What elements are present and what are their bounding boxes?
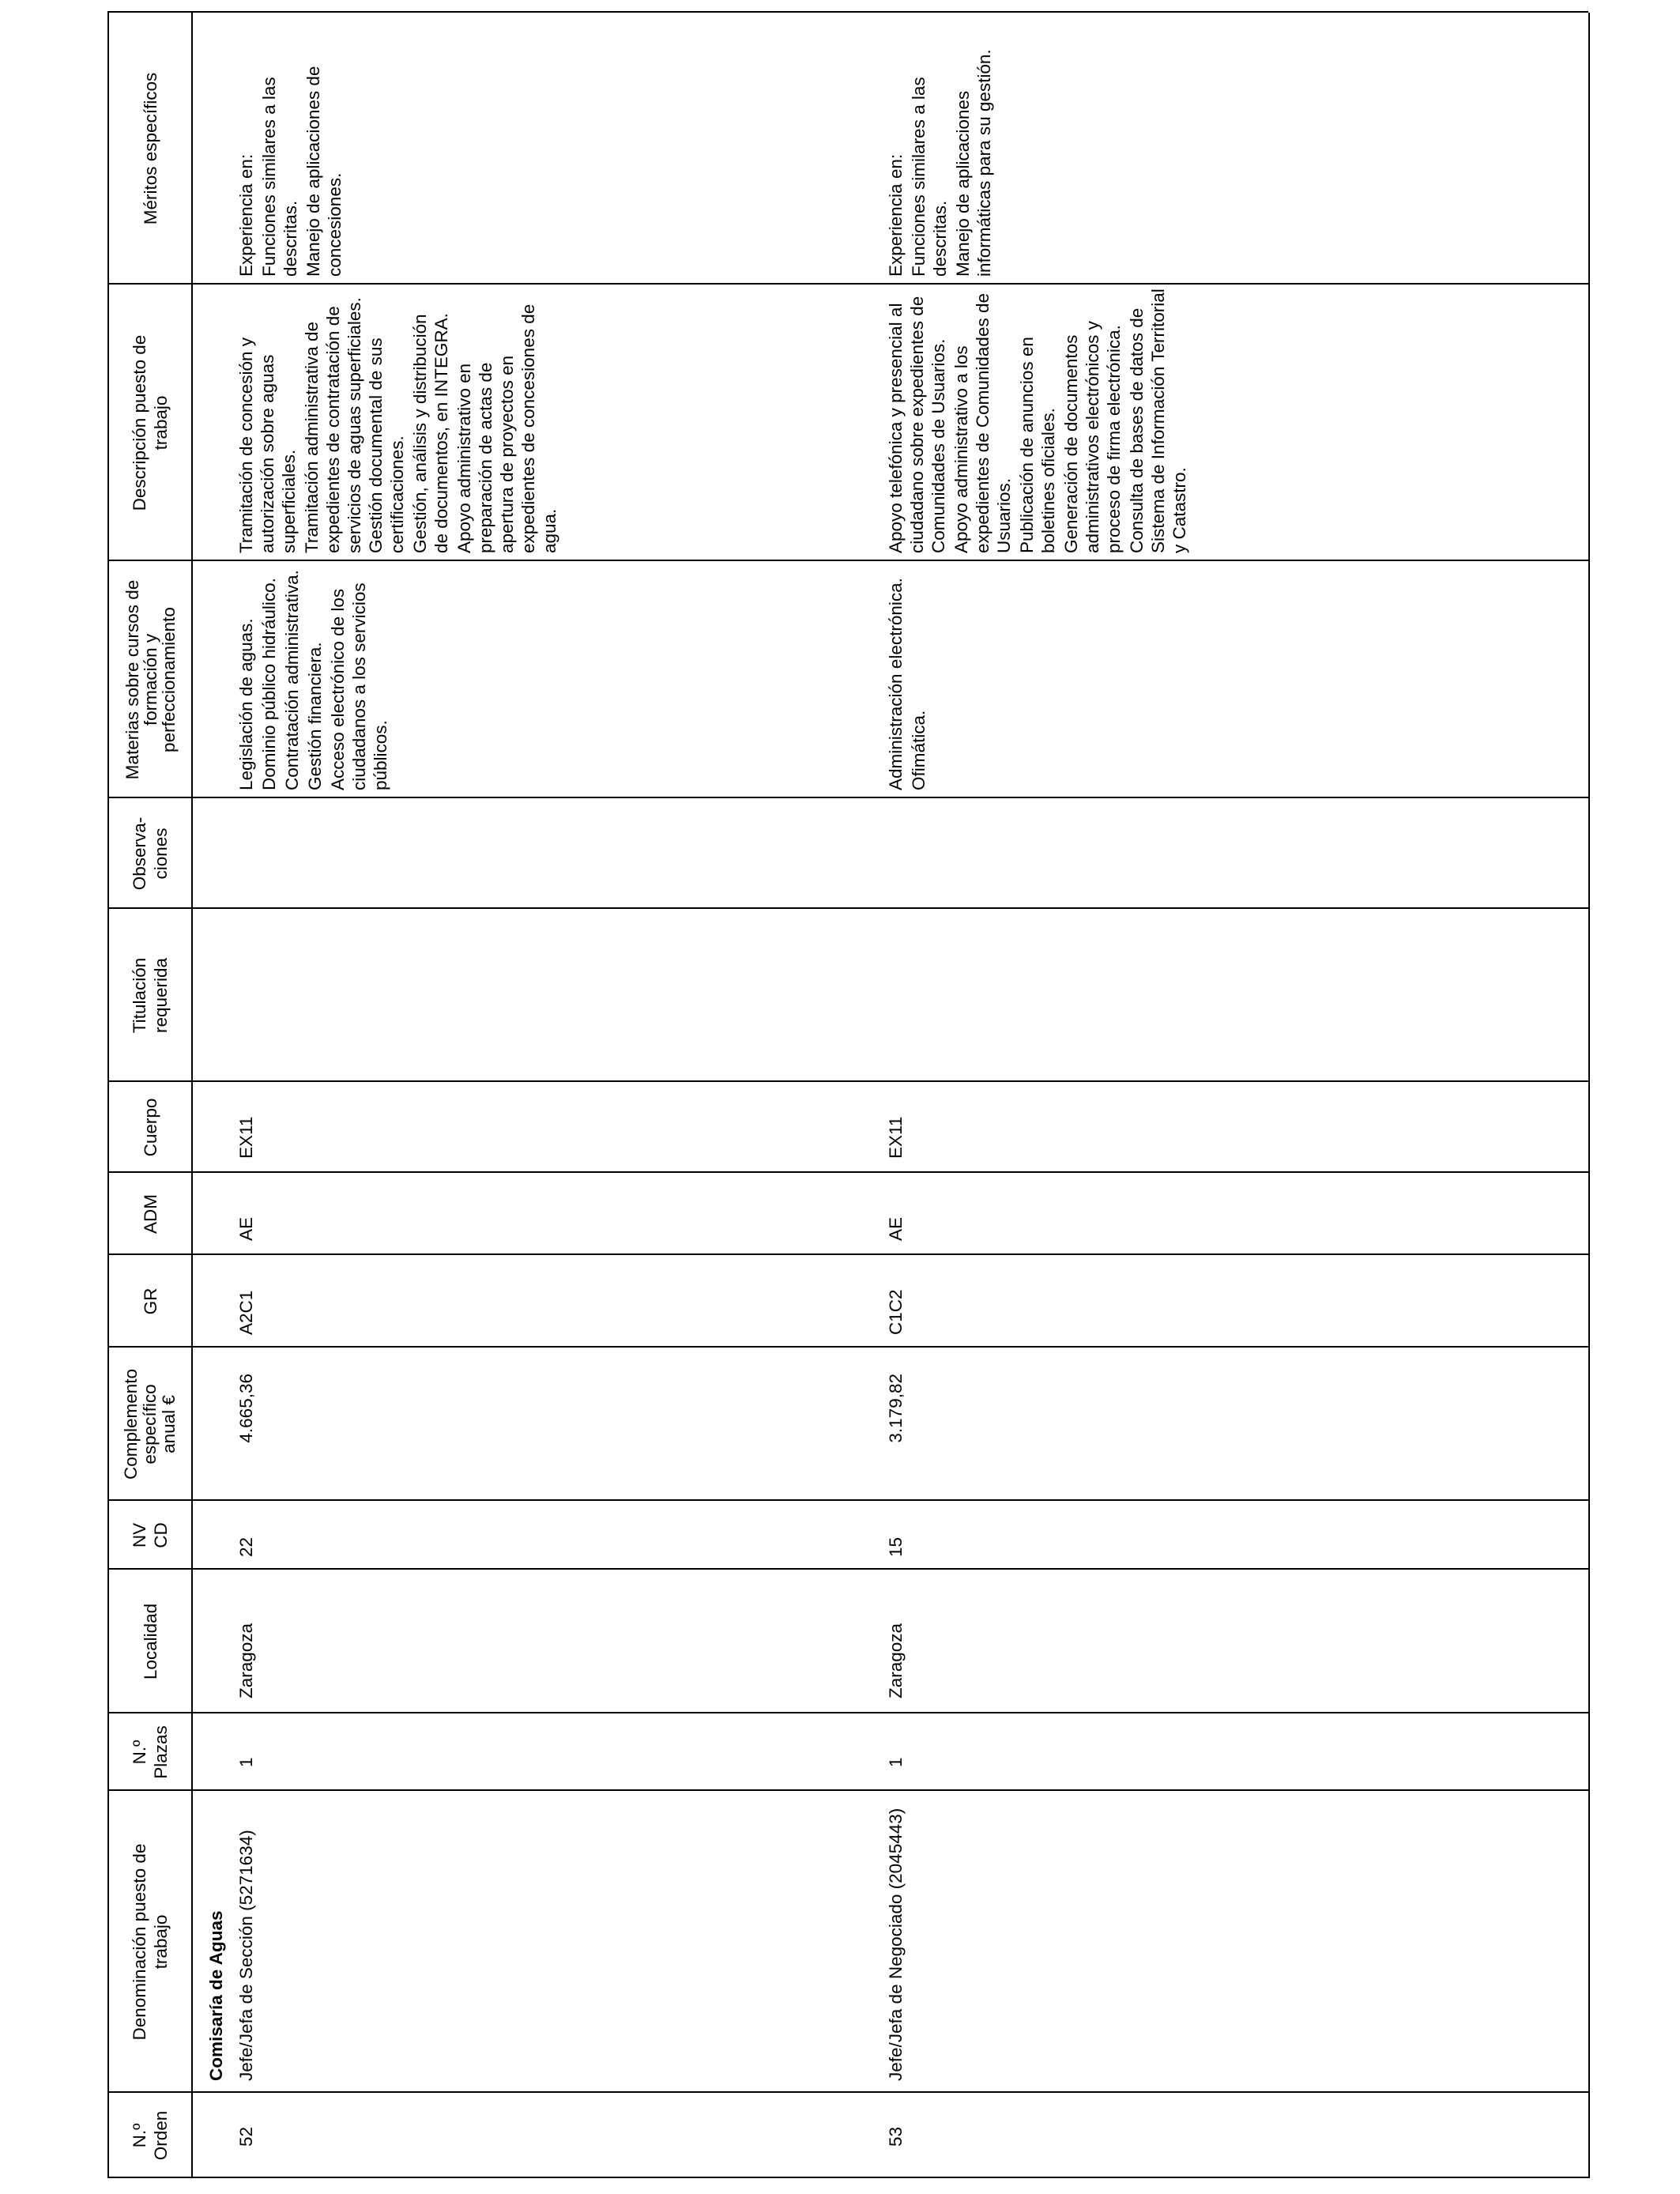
row-denominacion: Jefe/Jefa de Sección (5271634) <box>236 1830 256 2081</box>
header-orden: N.º Orden <box>130 2110 171 2161</box>
column-rule <box>107 1568 1588 1570</box>
materia-item: Ofimática. <box>909 710 929 790</box>
header-nivel: NV CD <box>130 1522 171 1548</box>
row-grupo: C1C2 <box>886 1289 906 1335</box>
materia-item: Legislación de aguas. <box>236 618 256 790</box>
descripcion-item: Apoyo telefónica y presencial al ciudadano sobre expedientes de Comunidades de Usuarios. <box>886 296 948 553</box>
materia-item: Acceso electrónico de los ciudadanos a los servicios públicos. <box>328 582 390 790</box>
row-grupo: A2C1 <box>236 1290 256 1335</box>
table-bottom-rule <box>1588 13 1590 2178</box>
row-cuerpo: EX11 <box>236 1116 256 1159</box>
column-rule <box>107 560 1588 561</box>
column-rule <box>107 2177 1588 2178</box>
header-descripcion: Descripción puesto de trabajo <box>130 334 171 511</box>
row-complemento: 3.179,82 <box>886 1374 906 1443</box>
merito-item: Funciones similares a las descritas. <box>259 77 300 277</box>
row-meritos <box>885 24 996 277</box>
header-titulacion: Titulación requerida <box>130 957 171 1034</box>
row-cuerpo: EX11 <box>886 1116 906 1159</box>
materia-item: Contratación administrativa. <box>282 570 302 790</box>
column-rule <box>107 1171 1588 1173</box>
descripcion-item: Publicación de anuncios en boletines oficiales. <box>1017 337 1058 553</box>
row-localidad: Zaragoza <box>236 1623 256 1698</box>
header-meritos: Méritos específicos <box>140 72 160 225</box>
section-title: Comisaría de Aguas <box>206 1910 226 2081</box>
descripcion-item: Generación de documentos administrativos electrónicos y proceso de firma electrónica. <box>1061 321 1124 553</box>
descripcion-item: Tramitación administrativa de expedientes de contratación de servicios de aguas superficiales. Gestión documental de sus certificaciones. <box>302 297 407 553</box>
column-rule <box>107 283 1588 285</box>
merito-item: Manejo de aplicaciones de concesiones. <box>303 66 345 277</box>
row-denominacion: Jefe/Jefa de Negociado (2045443) <box>886 1808 906 2081</box>
row-descripcion <box>885 288 1192 553</box>
descripcion-item: Tramitación de concesión y autorización sobre aguas superficiales. <box>236 337 299 553</box>
row-nivel: 22 <box>236 1536 256 1557</box>
column-rule <box>107 1080 1588 1082</box>
column-rule <box>107 797 1588 798</box>
row-plazas: 1 <box>886 1757 906 1767</box>
header-cuerpo: Cuerpo <box>140 1098 160 1157</box>
column-rule <box>107 2091 1588 2093</box>
merito-item: Experiencia en: <box>886 153 906 277</box>
column-rule <box>107 1253 1588 1255</box>
descripcion-item: Gestión, análisis y distribución de documentos, en INTEGRA. <box>410 313 451 553</box>
row-adm: AE <box>886 1216 906 1241</box>
row-materias <box>235 569 393 790</box>
row-descripcion <box>235 292 562 553</box>
materia-item: Administración electrónica. <box>886 578 906 790</box>
descripcion-item: Apoyo administrativo a los expedientes de Comunidades de Usuarios. <box>951 293 1014 553</box>
merito-item: Experiencia en: <box>236 153 256 277</box>
column-rule <box>107 1346 1588 1348</box>
row-complemento: 4.665,36 <box>236 1374 256 1443</box>
row-orden: 53 <box>886 2126 906 2147</box>
row-localidad: Zaragoza <box>886 1623 906 1698</box>
header-plazas: N.º Plazas <box>130 1725 171 1779</box>
header-observaciones: Observa-ciones <box>130 816 171 891</box>
row-nivel: 15 <box>886 1536 906 1557</box>
materia-item: Gestión financiera. <box>305 642 325 790</box>
row-meritos <box>235 24 347 277</box>
header-complemento: Complemento específico anual € <box>121 1368 179 1480</box>
merito-item: Funciones similares a las descritas. <box>909 77 950 277</box>
merito-item: Manejo de aplicaciones informáticas para su gestión. <box>953 49 994 277</box>
header-adm: ADM <box>140 1194 160 1234</box>
column-rule <box>107 11 1588 13</box>
header-grupo: GR <box>140 1287 160 1315</box>
materia-item: Dominio público hidráulico. <box>259 578 279 790</box>
descripcion-item: Consulta de bases de datos de Sistema de Información Territorial y Catastro. <box>1127 288 1189 553</box>
header-denominacion: Denominación puesto de trabajo <box>130 1843 171 2041</box>
row-plazas: 1 <box>236 1757 256 1767</box>
column-rule <box>107 1499 1588 1501</box>
row-orden: 52 <box>236 2126 256 2147</box>
column-rule <box>107 1712 1588 1713</box>
column-rule <box>107 907 1588 909</box>
header-localidad: Localidad <box>140 1603 160 1680</box>
descripcion-item: Apoyo administrativo en preparación de actas de apertura de proyectos en expedientes de concesiones de agua. <box>454 303 559 553</box>
row-adm: AE <box>236 1216 256 1241</box>
row-materias <box>885 569 931 790</box>
header-materias: Materias sobre cursos de formación y perfeccionamiento <box>122 579 179 780</box>
header-bottom-rule <box>191 13 193 2178</box>
column-rule <box>107 1789 1588 1791</box>
